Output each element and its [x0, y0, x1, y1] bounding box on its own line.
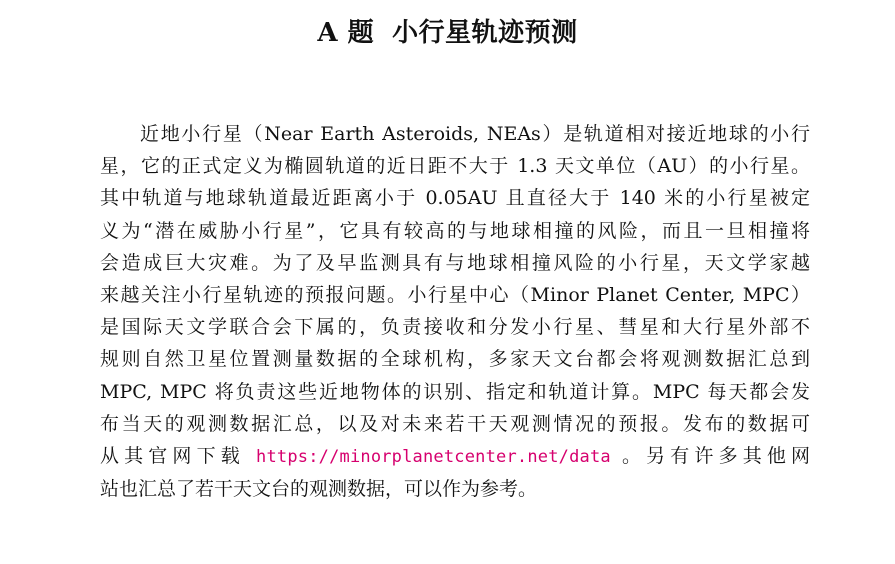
paragraph-line: 站也汇总了若干天文台的观测数据，可以作为参考。 [100, 478, 538, 501]
paragraph-line: 义为“潜在威胁小行星”，它具有较高的与地球相撞的风险，而且一旦相撞将 [100, 219, 810, 242]
paragraph-line: 布当天的观测数据汇总，以及对未来若干天观测情况的预报。发布的数据可 [100, 412, 810, 435]
link-lead-text: 从其官网下载 [100, 445, 257, 468]
mpc-data-link[interactable]: https://minorplanetcenter.net/data [256, 447, 611, 468]
page-title [0, 12, 895, 49]
paragraph-line: 会造成巨大灾难。为了及早监测具有与地球相撞风险的小行星，天文学家越 [100, 251, 810, 274]
body-paragraph [100, 118, 810, 505]
title-text: 小行星轨迹预测 [392, 18, 578, 48]
link-trail-text: 。另有许多其他网 [610, 445, 810, 468]
paragraph-line: 来越关注小行星轨迹的预报问题。小行星中心（Minor Planet Center, MPC） [100, 284, 810, 307]
paragraph-line: 是国际天文学联合会下属的，负责接收和分发小行星、彗星和大行星外部不 [100, 316, 810, 339]
paragraph-line: MPC, MPC 将负责这些近地物体的识别、指定和轨道计算。MPC 每天都会发 [100, 380, 810, 403]
paragraph-line: 近地小行星（Near Earth Asteroids, NEAs）是轨道相对接近地球的小行 [140, 123, 810, 145]
paragraph-line: 星，它的正式定义为椭圆轨道的近日距不大于 1.3 天文单位（AU）的小行星。 [100, 155, 810, 178]
paragraph-line-with-link [100, 440, 810, 473]
paragraph-line: 规则自然卫星位置测量数据的全球机构，多家天文台都会将观测数据汇总到 [100, 348, 810, 371]
title-prefix: A 题 [317, 18, 375, 48]
paragraph-line: 其中轨道与地球轨道最近距离小于 0.05AU 且直径大于 140 米的小行星被定 [100, 187, 810, 210]
